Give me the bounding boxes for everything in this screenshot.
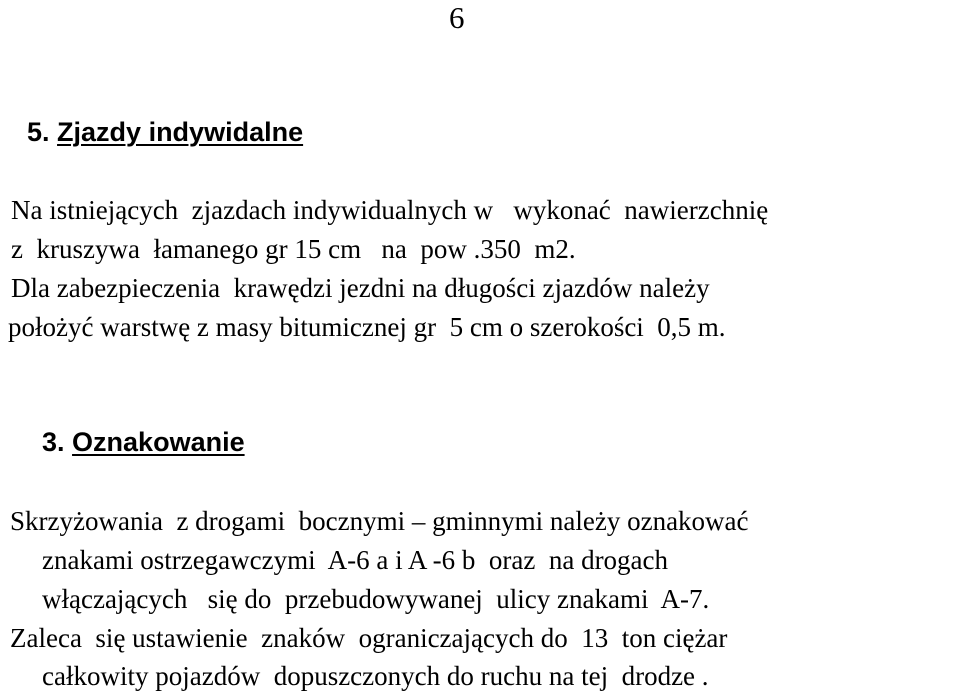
- paragraph-line: Skrzyżowania z drogami bocznymi – gminnymi należy oznakować: [10, 506, 749, 536]
- section-title: Zjazdy indywidalne: [57, 117, 304, 147]
- section-number: 5.: [27, 117, 50, 147]
- section-title: Oznakowanie: [72, 427, 245, 457]
- paragraph-line: z kruszywa łamanego gr 15 cm na pow .350 m2.: [11, 234, 576, 264]
- paragraph-line: Zaleca się ustawienie znaków ograniczających do 13 ton ciężar: [10, 623, 728, 653]
- paragraph-line: położyć warstwę z masy bitumicznej gr 5 cm o szerokości 0,5 m.: [8, 312, 726, 342]
- page-number: 6: [449, 0, 465, 35]
- paragraph-line: znakami ostrzegawczymi A-6 a i A -6 b oraz na drogach: [42, 545, 669, 575]
- section-heading-oznakowanie: [42, 426, 245, 458]
- section-heading-zjazdy: [27, 116, 303, 148]
- paragraph-line: włączających się do przebudowywanej ulicy znakami A-7.: [42, 584, 710, 614]
- section-number: 3.: [42, 427, 65, 457]
- paragraph-line: Dla zabezpieczenia krawędzi jezdni na długości zjazdów należy: [11, 273, 710, 303]
- paragraph-line: Na istniejących zjazdach indywidualnych w wykonać nawierzchnię: [11, 195, 769, 225]
- paragraph-line: całkowity pojazdów dopuszczonych do ruchu na tej drodze .: [42, 661, 709, 691]
